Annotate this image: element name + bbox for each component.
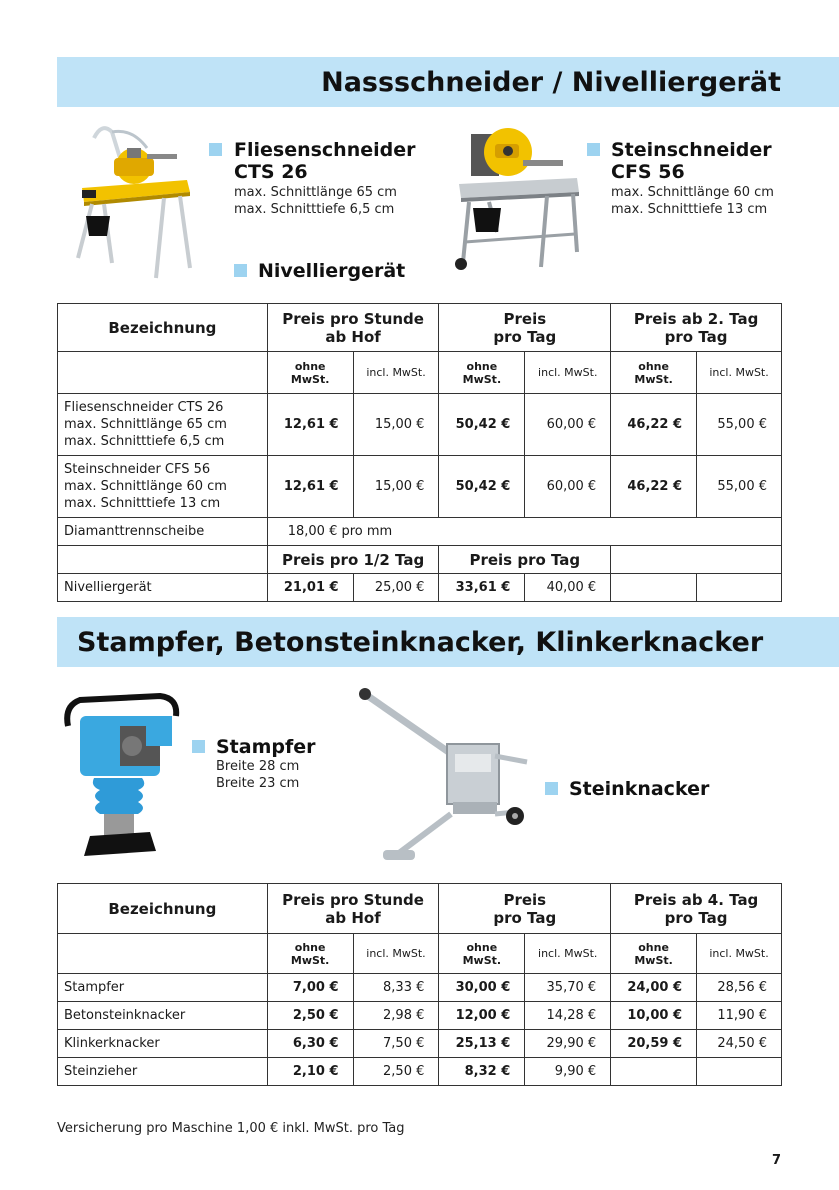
product-title-steinschneider: Steinschneider CFS 56 <box>611 139 772 183</box>
bullet-icon <box>587 143 600 156</box>
subheader-incl: incl. MwSt. <box>525 352 611 394</box>
rammer-image <box>60 686 185 868</box>
section-title-nassschneider <box>57 57 839 107</box>
subheader-incl: incl. MwSt. <box>525 934 611 974</box>
subheader-ohne: ohne MwSt. <box>439 934 525 974</box>
row-label: Betonsteinknacker <box>58 1002 268 1030</box>
price-table-stampfer <box>57 883 782 1086</box>
subheader-incl: incl. MwSt. <box>697 934 782 974</box>
table-header-row <box>58 304 782 352</box>
row-label: Steinzieher <box>58 1058 268 1086</box>
product-title-stampfer: Stampfer <box>216 736 316 758</box>
table-subheader-row <box>58 352 782 394</box>
product-title-steinknacker: Steinknacker <box>569 778 710 800</box>
page-number: 7 <box>771 1153 781 1168</box>
header-preis-stunde: Preis pro Stunde ab Hof <box>267 304 439 352</box>
insurance-note: Versicherung pro Maschine 1,00 € inkl. MwSt. pro Tag <box>57 1121 405 1136</box>
header-preis-tag: Preis pro Tag <box>439 304 611 352</box>
header-preis-ab-tag: Preis ab 2. Tag pro Tag <box>611 304 782 352</box>
table-row <box>58 518 782 546</box>
product-title-fliesenschneider: Fliesenschneider CTS 26 <box>234 139 416 183</box>
table-row: Steinzieher 2,10 € 2,50 € 8,32 € 9,90 € <box>58 1058 782 1086</box>
header-preis-stunde: Preis pro Stunde ab Hof <box>267 884 439 934</box>
subheader-ohne: ohne MwSt. <box>611 934 697 974</box>
subheader-ohne: ohne MwSt. <box>611 352 697 394</box>
product-specs-fliesenschneider: max. Schnittlänge 65 cm max. Schnitttiefe 6,5 cm <box>234 185 397 217</box>
subheader-incl: incl. MwSt. <box>353 934 439 974</box>
product-specs-steinschneider: max. Schnittlänge 60 cm max. Schnitttiefe 13 cm <box>611 185 774 217</box>
section-title-stampfer <box>57 617 839 667</box>
section-title-text: Stampfer, Betonsteinknacker, Klinkerknacker <box>77 626 764 658</box>
table-subheader-row <box>58 934 782 974</box>
bullet-icon <box>545 782 558 795</box>
subheader-incl: incl. MwSt. <box>353 352 439 394</box>
row-label: Fliesenschneider CTS 26 max. Schnittlänge 65 cm max. Schnitttiefe 6,5 cm <box>58 394 268 456</box>
product-title-nivelliergeraet: Nivelliergerät <box>258 260 406 282</box>
diamant-price: 18,00 € pro mm <box>267 518 781 546</box>
stone-splitter-image <box>355 684 530 874</box>
bullet-icon <box>209 143 222 156</box>
row-label: Klinkerknacker <box>58 1030 268 1058</box>
header-preis-halbtag: Preis pro 1/2 Tag <box>267 546 439 574</box>
row-label: Nivelliergerät <box>58 574 268 602</box>
subheader-incl: incl. MwSt. <box>697 352 782 394</box>
header-preis-tag: Preis pro Tag <box>439 884 611 934</box>
table-row: Fliesenschneider CTS 26 max. Schnittlänge 65 cm max. Schnitttiefe 6,5 cm 12,61 € 15,00 € 50,42 € 60,00 € 46,22 € 55,00 € <box>58 394 782 456</box>
price-table-nassschneider <box>57 303 782 602</box>
table-row: Klinkerknacker 6,30 € 7,50 € 25,13 € 29,90 € 20,59 € 24,50 € <box>58 1030 782 1058</box>
row-label: Stampfer <box>58 974 268 1002</box>
stone-cutter-image <box>453 122 583 292</box>
subheader-ohne: ohne MwSt. <box>439 352 525 394</box>
section-title-text: Nassschneider / Nivelliergerät <box>321 66 781 98</box>
product-specs-stampfer: Breite 28 cm Breite 23 cm <box>216 759 300 791</box>
table-row: Betonsteinknacker 2,50 € 2,98 € 12,00 € 14,28 € 10,00 € 11,90 € <box>58 1002 782 1030</box>
header-preis-ab-tag: Preis ab 4. Tag pro Tag <box>611 884 782 934</box>
row-label: Diamanttrennscheibe <box>58 518 268 546</box>
table-row: Stampfer 7,00 € 8,33 € 30,00 € 35,70 € 24,00 € 28,56 € <box>58 974 782 1002</box>
tile-cutter-image <box>72 118 197 283</box>
row-label: Steinschneider CFS 56 max. Schnittlänge 60 cm max. Schnitttiefe 13 cm <box>58 456 268 518</box>
header-bezeichnung: Bezeichnung <box>58 884 268 934</box>
header-bezeichnung: Bezeichnung <box>58 304 268 352</box>
table-header-row <box>58 884 782 934</box>
bullet-icon <box>234 264 247 277</box>
table-row: Nivelliergerät 21,01 € 25,00 € 33,61 € 40,00 € <box>58 574 782 602</box>
table-subheader-row <box>58 546 782 574</box>
subheader-ohne: ohne MwSt. <box>267 934 353 974</box>
subheader-ohne: ohne MwSt. <box>267 352 353 394</box>
table-row: Steinschneider CFS 56 max. Schnittlänge 60 cm max. Schnitttiefe 13 cm 12,61 € 15,00 € 50,42 € 60,00 € 46,22 € 55,00 € <box>58 456 782 518</box>
header-preis-tag: Preis pro Tag <box>439 546 611 574</box>
bullet-icon <box>192 740 205 753</box>
